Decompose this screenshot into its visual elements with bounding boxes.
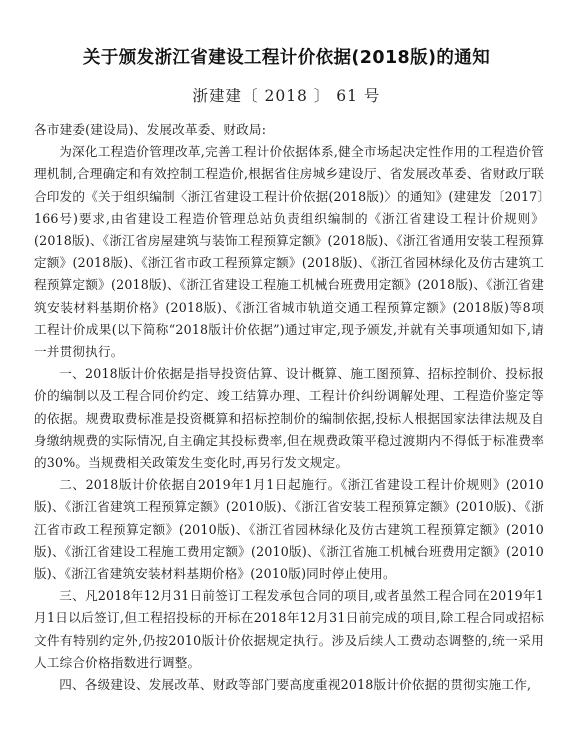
document-title: 关于颁发浙江省建设工程计价依据(2018版)的通知 [82,48,491,68]
paragraph-item-2: 二、2018版计价依据自2019年1月1日起施行。《浙江省建设工程计价规则》(2010版)、《浙江省建筑工程预算定额》(2010版)、《浙江省安装工程预算定额》(2010版)、《浙江省市政工程预算定额》(2010版)、《浙江省园林绿化及仿古建筑工程预算定额》(2010版)、《浙江省建设工程施工费用定额》(2010版)、《浙江省施工机械台班费用定额》(2010版)、《浙江省建筑安装材料基期价格》(2010版)同时停止使用。 [34,477,544,582]
document-number: 浙建建〔 2018 〕 61 号 [192,87,381,105]
paragraph-intro: 为深化工程造价管理改革,完善工程计价依据体系,健全市场起决定性作用的工程造价管理机制,合理确定和有效控制工程造价,根据省住房城乡建设厅、省发展改革委、省财政厅联合印发的《关于组织编制〈浙江省建设工程计价依据(2018版)〉的通知》(建建发〔2017〕166号)要求,由省建设工程造价管理总站负责组织编制的《浙江省建设工程计价规则》(2018版)、《浙江省房屋建筑与装饰工程预算定额》(2018版)、《浙江省通用安装工程预算定额》(2018版)、《浙江省市政工程预算定额》(2018版)、《浙江省园林绿化及仿古建筑工程预算定额》(2018版)、《浙江省建设工程施工机械台班费用定额》(2018版)、《浙江省建筑安装材料基期价格》(2018版)、《浙江省城市轨道交通工程预算定额》(2018版)等8项工程计价成果(以下简称“2018版计价依据”)通过审定,现予颁发,并就有关事项通知如下,请一并贯彻执行。 [34,144,544,360]
paragraph-item-1: 一、2018版计价依据是指导投资估算、设计概算、施工图预算、招标控制价、投标报价的编制以及工程合同价约定、竣工结算办理、工程计价纠纷调解处理、工程造价鉴定等的依据。规费取费标准是投资概算和招标控制价的编制依据,投标人根据国家法律法规及自身缴纳规费的实际情况,自主确定其投标费率,但在规费政策平稳过渡期内不得低于标准费率的30%。当规费相关政策发生变化时,再另行发文规定。 [34,366,544,471]
document-body [34,119,544,696]
paragraph-item-3: 三、凡2018年12月31日前签订工程发承包合同的项目,或者虽然工程合同在2019年1月1日以后签订,但工程招投标的开标在2018年12月31日前完成的项目,除工程合同或招标文件有特别约定外,仍按2010版计价依据规定执行。涉及后续人工费动态调整的,统一采用人工综合价格指数进行调整。 [34,588,544,670]
paragraph-item-4: 四、各级建设、发展改革、财政等部门要高度重视2018版计价依据的贯彻实施工作, [59,677,532,693]
salutation: 各市建委(建设局)、发展改革委、财政局: [34,122,267,137]
